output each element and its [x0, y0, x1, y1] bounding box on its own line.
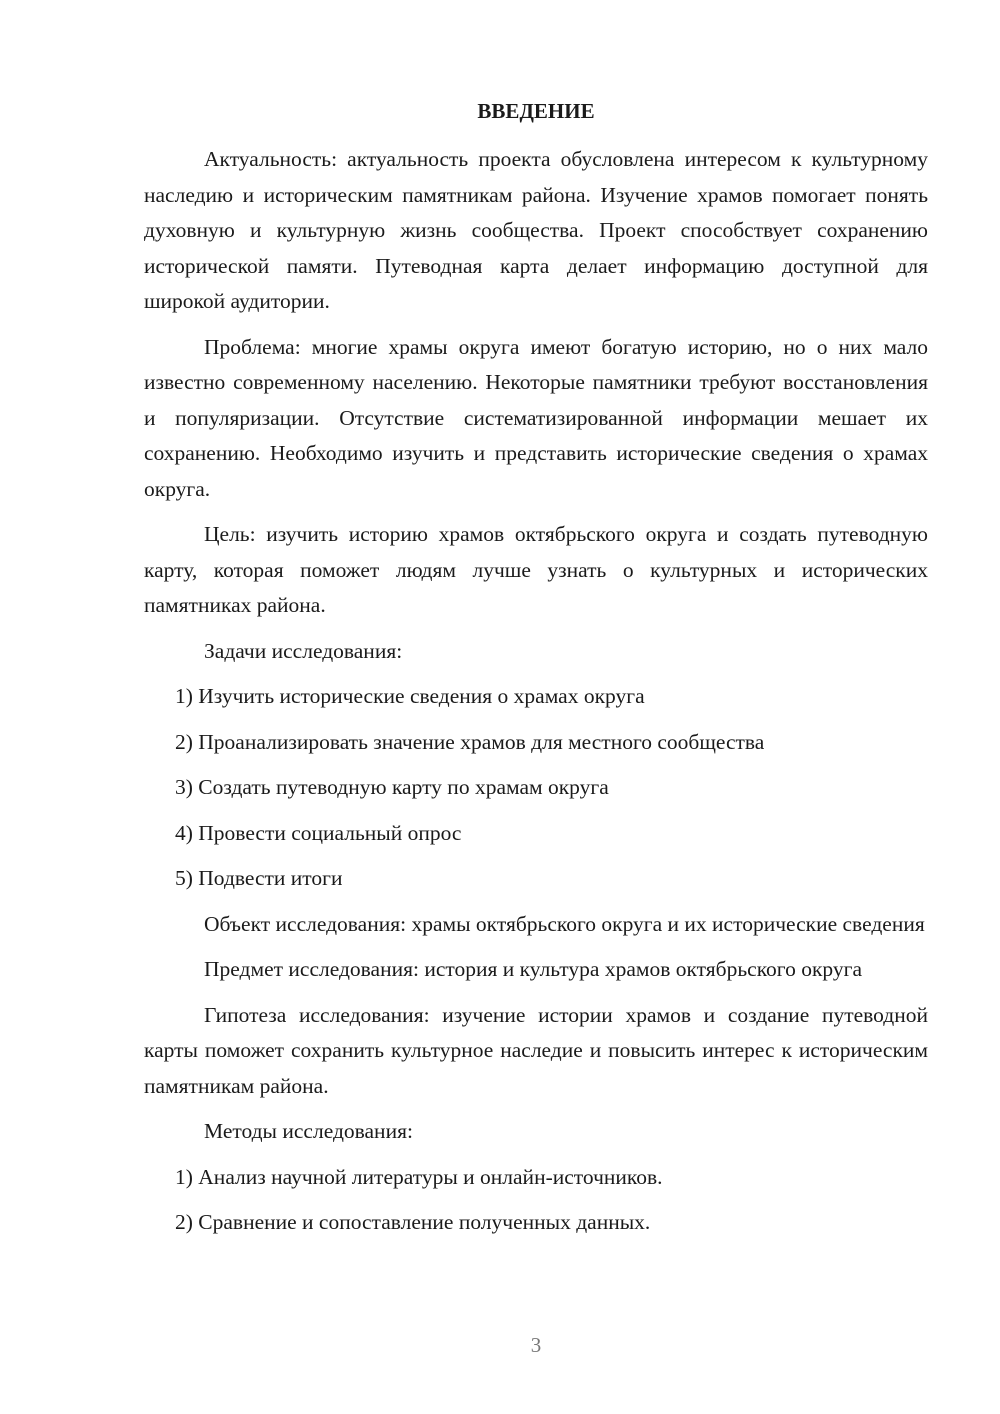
- page-content: [144, 142, 928, 1251]
- object-paragraph: Объект исследования: храмы октябрьского округа и их исторические сведения: [204, 911, 925, 936]
- method-item: 1) Анализ научной литературы и онлайн-источников.: [175, 1164, 663, 1189]
- task-item: 2) Проанализировать значение храмов для местного сообщества: [175, 729, 765, 754]
- tasks-heading: Задачи исследования:: [204, 638, 403, 663]
- method-item: 2) Сравнение и сопоставление полученных данных.: [175, 1210, 651, 1234]
- task-item: 4) Провести социальный опрос: [175, 820, 462, 845]
- relevance-paragraph: Актуальность: актуальность проекта обусловлена интересом к культурному наследию и историческим памятникам района. Изучение храмов помогает понять духовную и культурную жизнь сообщества. Проект способствует сохранению исторической памяти. Путеводная карта делает информацию доступной для широкой аудитории.: [144, 147, 928, 313]
- task-item: 5) Подвести итоги: [175, 866, 343, 890]
- section-title: ВВЕДЕНИЕ: [477, 99, 595, 123]
- task-item: 1) Изучить исторические сведения о храмах округа: [175, 684, 645, 708]
- methods-heading: Методы исследования:: [204, 1119, 413, 1143]
- subject-paragraph: Предмет исследования: история и культура храмов октябрьского округа: [204, 957, 862, 981]
- goal-paragraph: Цель: изучить историю храмов октябрьского округа и создать путеводную карту, которая поможет людям лучше узнать о культурных и исторических памятниках района.: [144, 522, 928, 617]
- page-number: 3: [530, 1333, 542, 1357]
- task-item: 3) Создать путеводную карту по храмам округа: [175, 775, 609, 799]
- problem-paragraph: Проблема: многие храмы округа имеют богатую историю, но о них мало известно современному населению. Некоторые памятники требуют восстановления и популяризации. Отсутствие систематизированной информации мешает их сохранению. Необходимо изучить и представить исторические сведения о храмах округа.: [144, 334, 928, 501]
- hypothesis-paragraph: Гипотеза исследования: изучение истории храмов и создание путеводной карты поможет сохранить культурное наследие и повысить интерес к историческим памятникам района.: [144, 1002, 928, 1098]
